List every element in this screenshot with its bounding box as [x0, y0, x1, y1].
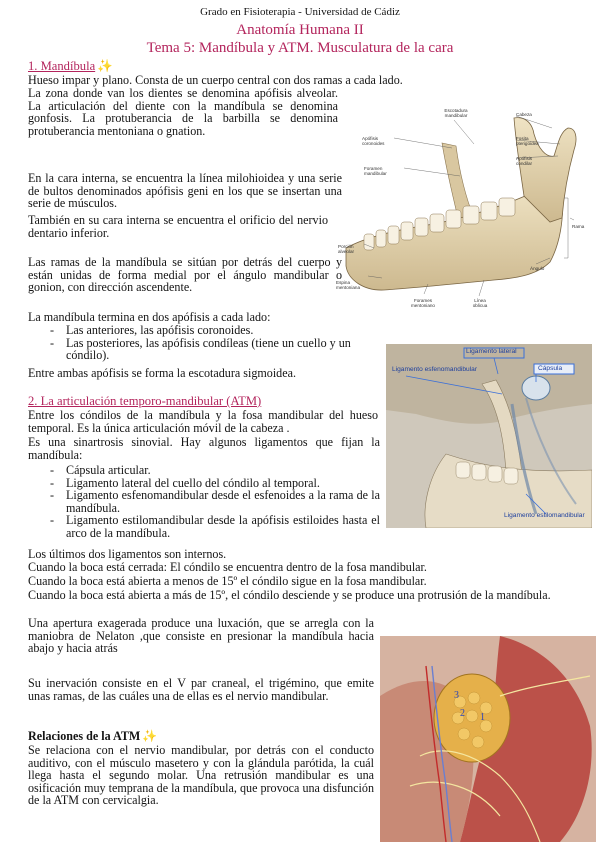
- list-item: - Ligamento esfenomandibular desde el esfenoides a la rama de la mandíbula.: [28, 489, 380, 514]
- list-item: - Cápsula articular.: [28, 464, 380, 477]
- section-heading-text: 1. Mandíbula: [28, 59, 96, 73]
- face-illustration: [380, 636, 596, 842]
- figure-label: Ligamento lateral: [466, 348, 517, 355]
- atm-paragraph-5: Cuando la boca está abierta a menos de 15º el cóndilo sigue en la fosa mandibular.: [28, 574, 427, 588]
- atm-paragraph-7: Una apertura exagerada produce una luxación, que se arregla con la maniobra de Nelaton ,que consiste en presionar la mandíbula hacia abajo y hacia atrás: [28, 616, 374, 656]
- atm-paragraph-6: Cuando la boca está abierta a más de 15º, el cóndilo desciende y se produce una protrusión de la mandíbula.: [28, 588, 551, 602]
- figure-label: Cabeza: [516, 112, 532, 117]
- figure-label: Apófisis condilar: [516, 156, 533, 166]
- sparkle-icon: ✨: [142, 729, 158, 743]
- apofisis-list: [28, 324, 380, 362]
- figure-label: Ligamento estilomandibular: [504, 512, 585, 519]
- section-heading-atm: 2. La articulación temporo-mandibular (ATM): [28, 394, 262, 408]
- atm-paragraph-3: Los últimos dos ligamentos son internos.: [28, 547, 227, 561]
- relaciones-heading: [28, 730, 157, 743]
- mandibula-paragraph-6: La mandíbula termina en dos apófisis a cada lado:: [28, 310, 271, 324]
- mandibula-paragraph-7: Entre ambas apófisis se forma la escotadura sigmoidea.: [28, 366, 296, 380]
- figure-label: Escotadura mandibular: [444, 108, 468, 118]
- face-figure: [380, 636, 596, 842]
- figure-label: Fosita pterigoidea: [516, 136, 539, 146]
- ligament-list: [28, 464, 380, 540]
- ligaments-figure: [386, 344, 592, 528]
- figure-label: Ligamento esfenomandibular: [392, 366, 478, 373]
- atm-paragraph-4: Cuando la boca está cerrada: El cóndilo se encuentra dentro de la fosa mandibular.: [28, 560, 427, 574]
- list-item: - Las posteriores, las apófisis condíleas (tiene un cuello y un cóndilo).: [28, 337, 380, 362]
- section-heading-mandibula: [28, 60, 113, 73]
- mandibula-paragraph-4: También en su cara interna se encuentra el orificio del nervio dentario inferior.: [28, 213, 328, 240]
- figure-label: Ángulo: [530, 266, 545, 271]
- course-header: Grado en Fisioterapia - Universidad de Cádiz: [200, 6, 400, 18]
- subject-title: Anatomía Humana II: [236, 22, 364, 38]
- mandibula-paragraph-3: En la cara interna, se encuentra la línea milohioidea y una serie de bultos denominados apófisis geni en los que se insertan una serie de músculos.: [28, 171, 342, 211]
- atm-paragraph-2: Es una sinartrosis sinovial. Hay algunos ligamentos que fijan la mandíbula:: [28, 435, 380, 462]
- figure-mark: 1: [480, 712, 485, 723]
- figure-label: Foramen mandibular: [364, 166, 387, 176]
- list-item: - Ligamento lateral del cuello del cóndilo al temporal.: [28, 477, 380, 490]
- figure-label: Cápsula: [538, 365, 563, 372]
- figure-mark: 2: [460, 708, 465, 719]
- figure-mark: 3: [454, 690, 459, 701]
- figure-label: Rama: [572, 224, 585, 229]
- mandibula-paragraph-2: La zona donde van los dientes se denomina apófisis alveolar. La articulación del diente con la mandíbula se denomina gonfosis. La protuberancia de la barbilla se denomina protuberancia mentoniana o gnation.: [28, 86, 338, 138]
- figure-label: Línea oblicua: [472, 298, 488, 308]
- atm-paragraph-1: Entre los cóndilos de la mandíbula y la fosa mandibular del hueso temporal. Es la única articulación móvil de la cabeza .: [28, 408, 378, 435]
- sparkle-icon: ✨: [97, 59, 113, 73]
- atm-paragraph-8: Su inervación consiste en el V par craneal, el trigémino, que emite unas ramas, de las cuáles una de ellas es el nervio mandibular.: [28, 676, 374, 703]
- list-item: - Las anteriores, las apófisis coronoides.: [28, 324, 380, 337]
- relaciones-heading-text: Relaciones de la ATM: [28, 729, 141, 743]
- figure-label: Porción alveolar: [338, 244, 355, 254]
- topic-title: Tema 5: Mandíbula y ATM. Musculatura de la cara: [146, 40, 454, 56]
- relaciones-paragraph: Se relaciona con el nervio mandibular, por detrás con el conducto auditivo, con el músculo masetero y con la glándula parótida, la cuál llega hasta el segundo molar. Una retrusión mandibular es una osificación muy temprana de la mandíbula, que provoca una disfunción de la ATM con cervicalgia.: [28, 743, 374, 808]
- mandibula-paragraph-1: Hueso impar y plano. Consta de un cuerpo central con dos ramas a cada lado.: [28, 73, 403, 87]
- figure-label: Apófisis coronoides: [362, 136, 385, 146]
- mandible-figure: [324, 98, 594, 318]
- list-item: - Ligamento estilomandibular desde la apófisis estiloides hasta el arco de la mandíbula.: [28, 514, 380, 539]
- mandibula-paragraph-5: Las ramas de la mandíbula se sitúan por detrás del cuerpo y están unidas de forma medial por el ángulo mandibular o gonion, con dirección ascendente.: [28, 255, 342, 295]
- figure-label: Espina mentoniana: [336, 280, 361, 290]
- figure-label: Forames mentoniano: [410, 298, 435, 308]
